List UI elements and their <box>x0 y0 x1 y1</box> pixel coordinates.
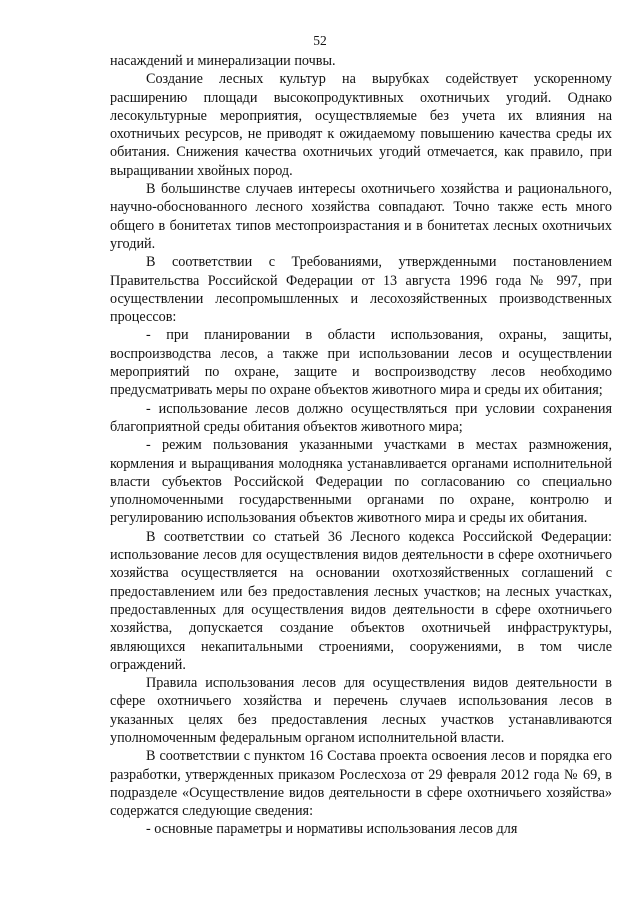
document-body <box>110 52 612 839</box>
paragraph: В соответствии с пунктом 16 Состава проекта освоения лесов и порядка его разработки, утвержденных приказом Рослесхоза от 29 февраля 2012 года № 69, в подразделе «Осуществление видов деятельности в сфере охотничьего хозяйства» содержатся следующие сведения: <box>110 748 612 820</box>
list-item: - при планировании в области использования, охраны, защиты, воспроизводства лесов, а также при использовании лесов и осуществлении мероприятий по охране, защите и воспроизводству лесов необходимо предусматривать меры по охране объектов животного мира и среды их обитания; <box>110 327 612 399</box>
paragraph: Создание лесных культур на вырубках содействует ускоренному расширению площади высокопродуктивных охотничьих угодий. Однако лесокультурные мероприятия, осуществляемые без учета их влияния на охотничьих ресурсов, не приводят к ожидаемому повышению качества среды их обитания. Снижения качества охотничьих угодий отмечается, как правило, при выращивании хвойных пород. <box>110 71 612 179</box>
list-item: - использование лесов должно осуществляться при условии сохранения благоприятной среды обитания объектов животного мира; <box>110 400 612 435</box>
paragraph: В соответствии со статьей 36 Лесного кодекса Российской Федерации: использование лесов для осуществления видов деятельности в сфере охотничьего хозяйства осуществляется на основании охотхозяйственных соглашений с предоставлением или без предоставления лесных участков; на лесных участках, предоставленных для осуществления видов деятельности в сфере охотничьего хозяйства, допускается создание объектов охотничьей инфраструктуры, являющихся некапитальными строениями, сооружениями, в том числе ограждений. <box>110 528 612 673</box>
paragraph: Правила использования лесов для осуществления видов деятельности в сфере охотничьего хозяйства и перечень случаев использования лесов в указанных целях без предоставления лесных участков устанавливаются уполномоченным федеральным органом исполнительной власти. <box>110 675 612 746</box>
paragraph: насаждений и минерализации почвы. <box>110 53 336 69</box>
list-item: - основные параметры и нормативы использования лесов для <box>146 821 518 838</box>
page-number: 52 <box>313 33 327 48</box>
list-item: - режим пользования указанными участками в местах размножения, кормления и выращивания молодняка устанавливается органами исполнительной власти субъектов Российской Федерации по согласованию со специально уполномоченными государственными органами по охране, контролю и регулированию использования объектов животного мира и среды их обитания. <box>110 437 612 527</box>
paragraph: В соответствии с Требованиями, утвержденными постановлением Правительства Российской Федерации от 13 августа 1996 года № 997, при осуществлении лесопромышленных и лесохозяйственных производственных процессов: <box>110 254 612 326</box>
paragraph: В большинстве случаев интересы охотничьего хозяйства и рационального, научно-обоснованного лесного хозяйства совпадают. Точно также есть много общего в бонитетах типов местопроизрастания и в бонитетах лесных охотничьих угодий. <box>110 181 612 252</box>
